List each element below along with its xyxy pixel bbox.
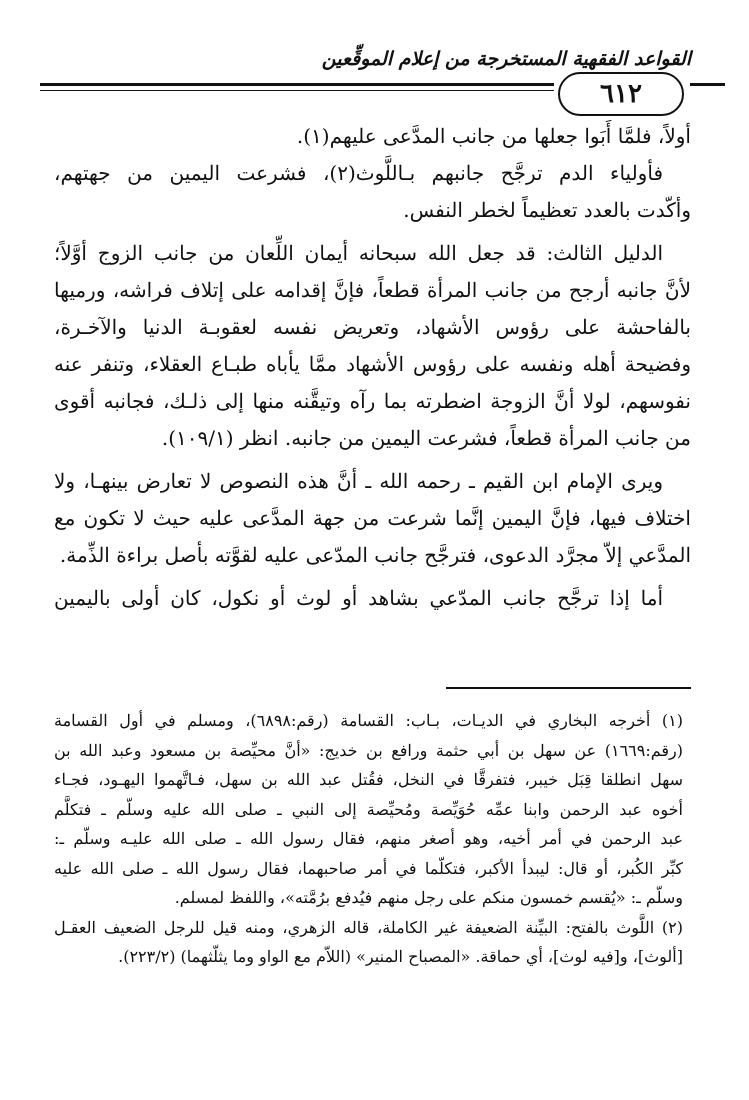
text-line: وأكّدت بالعدد تعظيماً لخطر النفس. — [403, 198, 691, 222]
text-line: ويرى الإمام ابن القيم ـ رحمه الله ـ أنَّ هذه النصوص لا تعارض بينهـا، ولا — [54, 469, 663, 493]
text-line: أولاً، فلمَّا أَبَوا جعلها من جانب المدَّعى عليهم(١). — [296, 124, 691, 148]
footnotes — [54, 706, 683, 972]
text-line: وفضيحة أهله ونفسه على رؤوس الأشهاد ممَّا يأباه طبـاع العقلاء، وتنفر عنه — [54, 352, 691, 376]
footnote-line: أخوه عبد الرحمن وابنا عمِّه حُوَيِّصة ومُحيِّصة إلى النبي ـ صلى الله عليه وسلّم ـ فتكلَّم — [54, 799, 683, 819]
text-line: نفوسهم، لولا أنَّ الزوجة اضطرته بما رآه وتيقَّنه منها إلى ذلـك، فجانبه أقوى — [54, 389, 691, 413]
footnote-line: (٢) اللَّوث بالفتح: البيِّنة الضعيفة غير الكاملة، قاله الزهري، ومنه قيل للرجل الضعيف العقـل — [54, 917, 683, 937]
page-number: ٦١٢ — [558, 72, 684, 116]
header-rule-right — [690, 83, 725, 86]
main-text — [54, 118, 691, 617]
text-line: المدَّعي إلاّ مجرَّد الدعوى، فترجَّح جانب المدّعى عليه لقوَّته بأصل براءة الذِّمة. — [59, 543, 691, 567]
text-line: لأنَّ جانبه أرجح من جانب المرأة قطعاً، فإنَّ إقدامه على إتلاف فراشه، ورميها — [54, 278, 691, 302]
footnote-line: (١) أخرجه البخاري في الديـات، بـاب: القسامة (رقم:٦٨٩٨)، ومسلم في أول القسامة — [54, 711, 683, 730]
text-line: من جانب المرأة قطعاً، فشرعت اليمين من جانبه. انظر (١٠٩/١). — [161, 426, 691, 450]
text-line: أما إذا ترجَّح جانب المدّعي بشاهد أو لوث أو نكول، كان أولى باليمين — [54, 586, 663, 610]
header-rule-thick — [40, 83, 554, 86]
text-line: الدليل الثالث: قد جعل الله سبحانه أيمان اللِّعان من جانب الزوج أوَّلاً؛ — [54, 241, 663, 265]
text-line: بالفاحشة على رؤوس الأشهاد، وتعريض نفسه لعقوبـة الدنيا والآخـرة، — [54, 315, 691, 339]
text-line: اختلاف فيها، فإنَّ اليمين إنَّما شرعت من جهة المدَّعى عليه حيث لا تكون مع — [54, 506, 691, 530]
footnote-line: سهل انطلقا قِبَل خيبر، فتفرقَّا في النخل، فقُتل عبد الله بن سهل، فـاتَّهموا اليهـود، فجـاء — [54, 770, 683, 789]
footnote-line: وسلّم ـ: «يُقسم خمسون منكم على رجل منهم فيُدفع برُمَّته»، واللفظ لمسلم. — [174, 888, 683, 907]
footnote-line: (رقم:١٦٦٩) عن سهل بن أبي حثمة ورافع بن خديج: «أنَّ محيِّصة بن مسعود وعبد الله بن — [54, 740, 683, 760]
footnote-line: [ألوث]، و[فيه لوث]، أي حماقة. «المصباح المنير» (اللاّم مع الواو وما يثلّثهما) (٢٢٣/٢). — [118, 947, 683, 966]
running-header-title: القواعد الفقهية المستخرجة من إعلام الموقِّعين — [321, 48, 691, 70]
text-line: فأولياء الدم ترجَّح جانبهم بـاللَّوث(٢)، فشرعت اليمين من جهتهم، — [54, 161, 663, 185]
footnote-line: كبِّر الكُبر، أو قال: ليبدأ الأكبر، فتكلّما في أمر صاحبهما، فقال رسول الله ـ صلى الله عليه — [54, 858, 683, 878]
footnote-separator — [446, 687, 691, 689]
footnote-line: عبد الرحمن في أمر أخيه، وهو أصغر منهم، فقال رسول الله ـ صلى الله عليـه وسلّم ـ: — [54, 829, 683, 848]
header-rule-thin — [40, 90, 554, 91]
